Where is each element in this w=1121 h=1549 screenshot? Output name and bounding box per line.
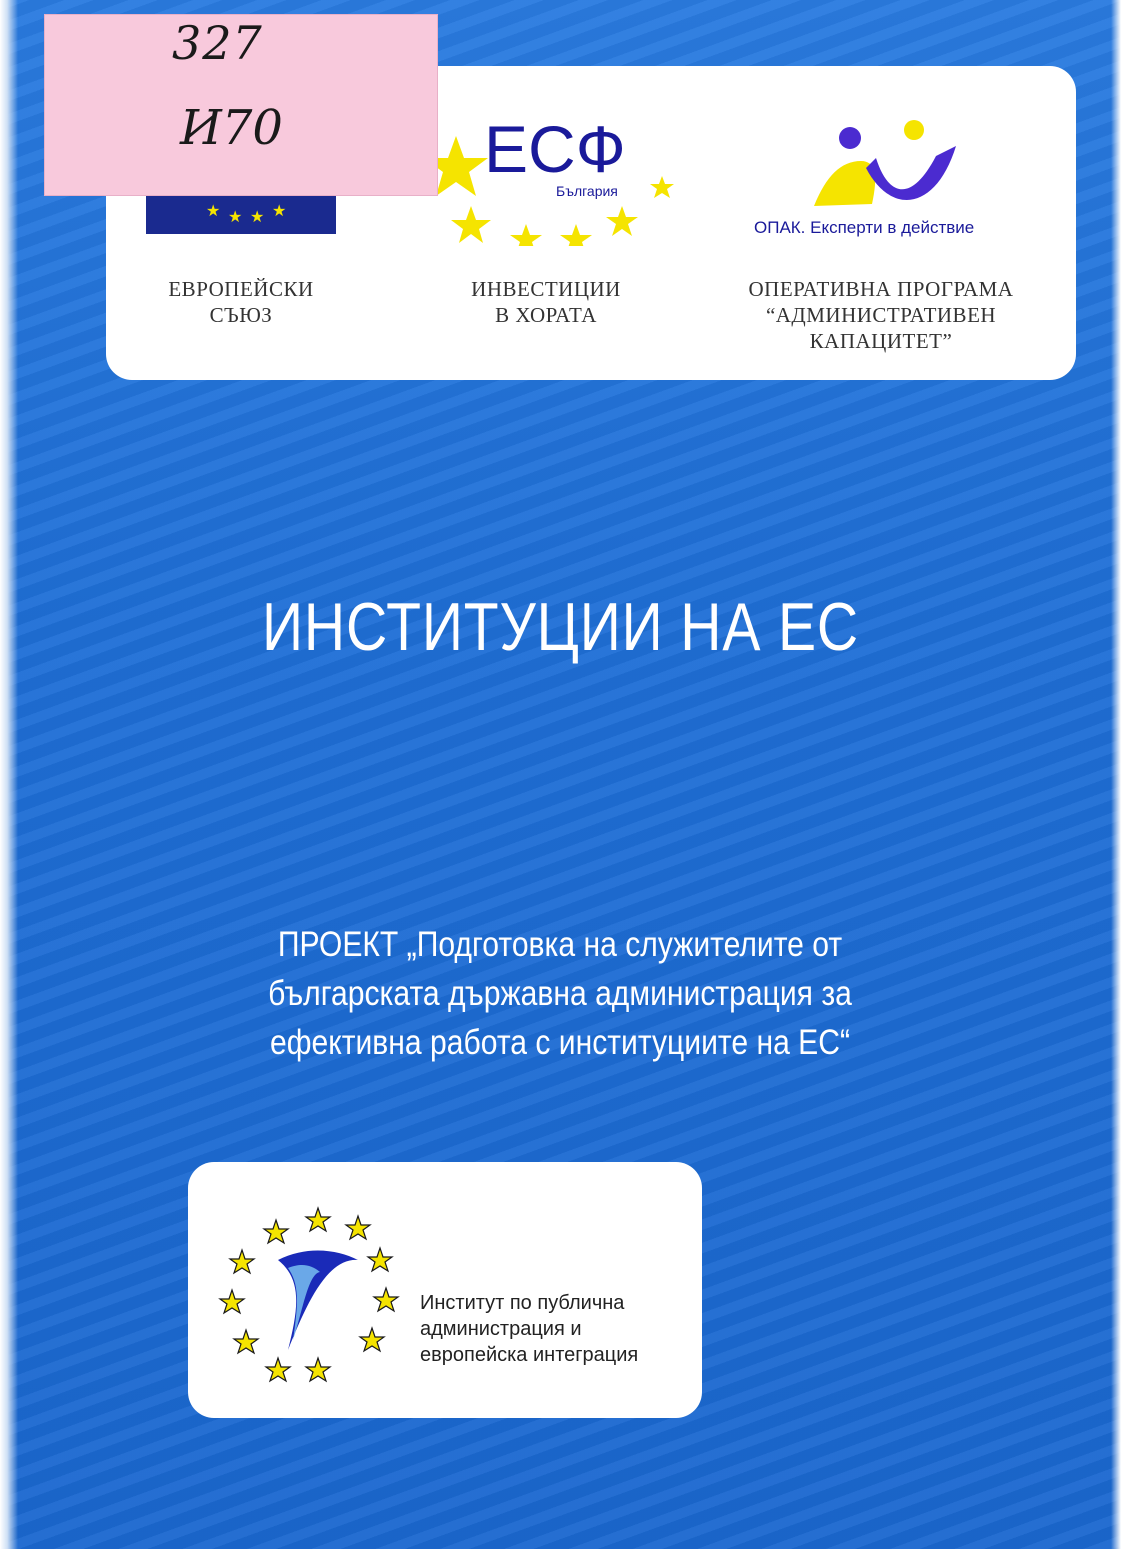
esf-label [421, 276, 671, 328]
publisher-panel [188, 1162, 702, 1418]
eu-label [126, 276, 356, 328]
eu-label-line1: ЕВРОПЕЙСКИ [168, 277, 314, 301]
publisher-line2: администрация и [420, 1318, 582, 1340]
esf-logo [426, 96, 676, 246]
esf-label-line2: В ХОРАТА [495, 303, 597, 327]
esf-logo-subtext: България [556, 183, 618, 199]
opak-logo [806, 116, 966, 216]
opak-label-line1: ОПЕРАТИВНА ПРОГРАМА [748, 277, 1014, 301]
svg-text:★: ★ [206, 201, 221, 220]
publisher-name [420, 1290, 690, 1368]
eu-label-line2: СЪЮЗ [209, 303, 273, 327]
project-line2: българската държавна администрация за [268, 974, 852, 1013]
call-number-line1: 327 [172, 16, 263, 70]
publisher-line3: европейска интеграция [420, 1344, 639, 1366]
opak-label-line3: КАПАЦИТЕТ” [809, 329, 953, 353]
svg-text:★: ★ [228, 207, 243, 226]
book-title: ИНСТИТУЦИИ НА ЕС [261, 589, 860, 665]
project-line3: ефективна работа с институциите на ЕС“ [269, 1023, 851, 1062]
opak-label [721, 276, 1041, 354]
call-number-line2: И70 [180, 100, 283, 156]
page-edge-left [0, 0, 18, 1549]
esf-label-line1: ИНВЕСТИЦИИ [471, 277, 621, 301]
page-edge-right [1111, 0, 1121, 1549]
svg-text:★: ★ [250, 207, 265, 226]
project-line1: ПРОЕКТ „Подготовка на служителите от [277, 925, 843, 964]
esf-logo-text: ЕСФ [484, 112, 626, 186]
project-description [182, 920, 939, 1067]
ipaei-logo [208, 1190, 408, 1390]
opak-label-line2: “АДМИНИСТРАТИВЕН [765, 303, 997, 327]
publisher-line1: Институт по публична [420, 1292, 625, 1314]
opak-tagline: ОПАК. Експерти в действие [754, 218, 975, 237]
svg-text:★: ★ [272, 201, 287, 220]
